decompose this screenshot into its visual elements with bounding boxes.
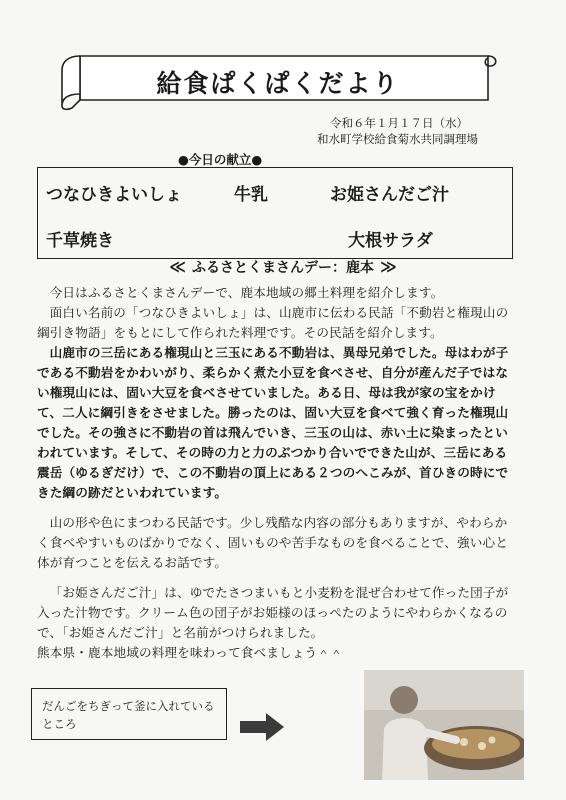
- menu-item: 牛乳: [234, 185, 268, 205]
- right-arrow-icon: [238, 710, 286, 748]
- section-left-mark: ≪: [169, 257, 186, 276]
- paragraph-closing: 熊本県・鹿本地域の料理を味わって食べましょう＾＾: [37, 645, 343, 660]
- article-body: [37, 283, 517, 663]
- section-title: ふるさとくまさんデー：鹿本: [192, 260, 374, 276]
- menu-heading: ●今日の献立●: [178, 152, 263, 167]
- paragraph-dish-name: 面白い名前の「つなひきよいしょ」は、山鹿市に伝わる民話「不動岩と権現山の綱引き物語」をもとにして作られた料理です。その民話を紹介します。: [37, 305, 509, 340]
- paragraph-intro: 今日はふるさとくまさんデーで、鹿本地域の郷土料理を紹介します。: [49, 285, 444, 300]
- paragraph-moral: 山の形や色にまつわる民話です。少し残酷な内容の部分もありますが、やわらかく食べやすいものばかりでなく、固いものや苦手なものを食べることで、強い心と体が育つことを伝えるお話です。: [37, 515, 509, 570]
- issue-date: 令和６年１月１７日（水）: [330, 116, 468, 130]
- menu-item: 大根サラダ: [348, 231, 433, 251]
- section-heading: [0, 257, 566, 277]
- cooking-photo: [364, 670, 524, 780]
- section-right-mark: ≫: [380, 257, 397, 276]
- menu-box: [37, 167, 513, 259]
- menu-item: 千草焼き: [46, 231, 114, 251]
- organization-name: 和水町学校給食菊水共同調理場: [317, 132, 478, 146]
- page-title: 給食ぱくぱくだより: [156, 69, 400, 98]
- photo-caption: だんごをちぎって釜に入れているところ: [31, 688, 227, 740]
- paragraph-dango-soup: 「お姫さんだご汁」は、ゆでたさつまいもと小麦粉を混ぜ合わせて作った団子が入った汁物です。クリーム色の団子がお姫様のほっぺたのようにやわらかくなるので、「お姫さんだご汁」と名前がつけられました。: [37, 585, 509, 640]
- spacer: [37, 503, 517, 513]
- spacer: [37, 573, 517, 583]
- title-banner: [58, 50, 498, 112]
- menu-item: お姫さんだご汁: [330, 185, 449, 205]
- menu-item: つなひきよいしょ: [46, 185, 182, 205]
- paragraph-folk-tale: 山鹿市の三岳にある権現山と三玉にある不動岩は、異母兄弟でした。母はわが子である不動岩をかわいがり、柔らかく煮た小豆を食べさせ、自分が産んだ子ではない権現山には、固い大豆を食べさせていました。ある日、母は我が家の宝をかけて、二人に綱引きをさせました。勝ったのは、固い大豆を食べて強く育った権現山でした。その強さに不動岩の首は飛んでいき、三玉の山は、赤い土に染まったといわれています。そして、その時の力と力のぶつかり合いでできた山が、三岳にある震岳（ゆるぎだけ）で、この不動岩の頂上にある２つのへこみが、首ひきの時にできた綱の跡だといわれています。: [37, 345, 509, 500]
